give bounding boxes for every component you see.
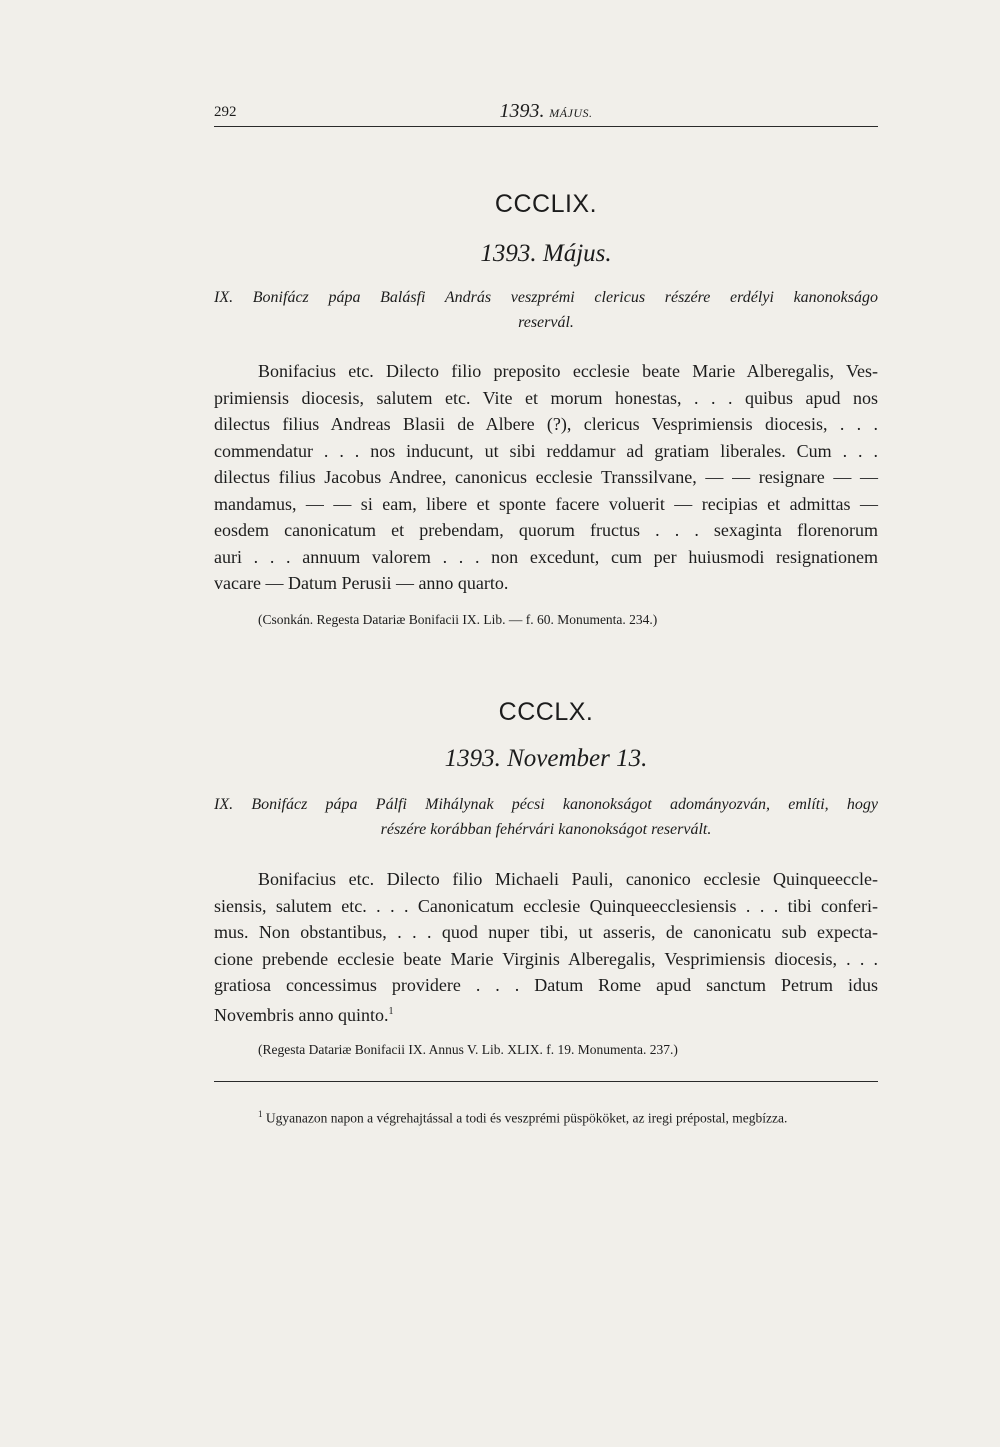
body-line: cione prebende ecclesie beate Marie Virginis Alberegalis, Vesprimiensis diocesis, . . . — [214, 948, 878, 969]
date-year: 1393. — [444, 745, 501, 772]
document-summary — [214, 792, 878, 842]
body-line: gratiosa concessimus providere . . . Datum Rome apud sanctum Petrum idus — [214, 975, 878, 995]
running-head-month: MÁJUS. — [549, 106, 593, 120]
body-line: primiensis diocesis, salutem etc. Vite et morum honestas, . . . quibus apud nos — [214, 387, 878, 408]
body-line-text: Novembris anno quinto. — [214, 1004, 389, 1025]
summary-line: IX. Bonifácz pápa Balásfi András veszprémi clericus részére erdélyi kanonokságo — [214, 289, 878, 306]
date-year: 1393. — [480, 240, 537, 267]
footnote-divider — [214, 1081, 878, 1082]
body-line: commendatur . . . nos inducunt, ut sibi reddamur ad gratiam liberales. Cum . . . — [214, 440, 878, 461]
summary-line: reservál. — [518, 314, 574, 331]
running-head-year: 1393. — [499, 100, 545, 122]
page-number: 292 — [214, 104, 237, 120]
body-line: vacare — Datum Perusii — anno quarto. — [214, 573, 509, 593]
footnote-text: Ugyanazon napon a végrehajtással a todi és veszprémi püspököket, az iregi prépostal, megbízza. — [265, 1110, 788, 1126]
page-header — [214, 98, 878, 127]
document-numeral: CCCLIX. — [494, 190, 598, 218]
body-line: Bonifacius etc. Dilecto filio preposito ecclesie beate Marie Alberegalis, Ves- — [258, 361, 878, 381]
source-citation: (Regesta Datariæ Bonifacii IX. Annus V. Lib. XLIX. f. 19. Monumenta. 237.) — [258, 1042, 678, 1057]
body-line: dilectus filius Jacobus Andree, canonicus ecclesie Transsilvane, — — resignare — — — [214, 467, 878, 487]
document-body — [214, 866, 878, 1028]
date-month: November — [507, 745, 610, 772]
footnote-mark: 1 — [258, 1109, 263, 1119]
body-line: auri . . . annuum valorem . . . non excedunt, cum per huiusmodi resignationem — [214, 546, 878, 567]
footnote-reference[interactable]: 1 — [388, 1005, 394, 1017]
body-line: mandamus, — — si eam, libere et sponte facere voluerit — recipias et admittas — — [214, 493, 878, 514]
running-head — [214, 100, 878, 123]
document-date — [214, 240, 878, 268]
footnote — [214, 1104, 878, 1129]
body-line — [214, 999, 878, 1029]
summary-line: IX. Bonifácz pápa Pálfi Mihálynak pécsi kanonokságot adományozván, említi, hogy — [214, 796, 878, 813]
document-date — [214, 745, 878, 773]
date-day: 13. — [616, 745, 648, 772]
date-month: Május. — [542, 240, 612, 267]
summary-line: részére korábban fehérvári kanonokságot reservált. — [380, 821, 712, 838]
body-line: Bonifacius etc. Dilecto filio Michaeli Pauli, canonico ecclesie Quinqueeccle- — [258, 869, 878, 889]
document-numeral: CCCLX. — [498, 698, 594, 726]
document-summary — [214, 285, 878, 335]
source-citation: (Csonkán. Regesta Datariæ Bonifacii IX. Lib. — f. 60. Monumenta. 234.) — [258, 612, 658, 627]
body-line: siensis, salutem etc. . . . Canonicatum ecclesie Quinqueecclesiensis . . . tibi conferi- — [214, 895, 878, 916]
body-line: mus. Non obstantibus, . . . quod nuper tibi, ut asseris, de canonicatu sub expecta- — [214, 922, 878, 942]
body-line: dilectus filius Andreas Blasii de Albere (?), clericus Vesprimiensis diocesis, . . . — [214, 414, 878, 434]
body-line: eosdem canonicatum et prebendam, quorum fructus . . . sexaginta florenorum — [214, 520, 878, 540]
document-body — [214, 358, 878, 597]
